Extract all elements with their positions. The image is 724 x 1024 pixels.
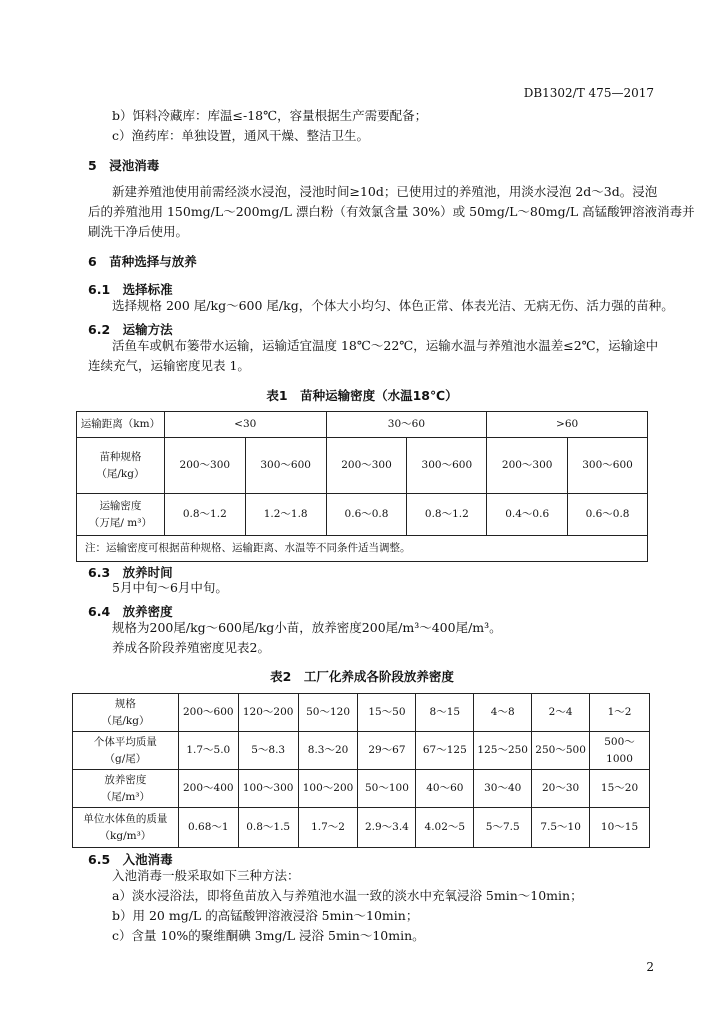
section-5-para-line3: 刷洗干净后使用。 <box>88 224 189 239</box>
table-2-row-biomass <box>73 808 650 848</box>
storage-item-b: b）饵料冷藏库：库温≤-18℃，容量根据生产需要配备； <box>112 108 428 123</box>
section-5-title: 5 浸池消毒 <box>88 158 160 173</box>
table-2-cell: 67～125 <box>416 732 474 770</box>
table-2-cell: 200～400 <box>178 770 238 808</box>
table-2 <box>72 693 650 848</box>
table-2-cell: 40～60 <box>416 770 474 808</box>
table-2-cell: 20～30 <box>532 770 590 808</box>
table-2-cell: 200～600 <box>178 694 238 732</box>
document-code: DB1302/T 475—2017 <box>523 86 654 100</box>
section-6-4-title: 6.4 放养密度 <box>88 604 173 619</box>
table-2-cell: 50～120 <box>298 694 358 732</box>
table-2-cell: 125～250 <box>474 732 532 770</box>
table-2-cell: 5～8.3 <box>238 732 298 770</box>
section-6-2-title: 6.2 运输方法 <box>88 322 173 337</box>
section-6-5-title: 6.5 入池消毒 <box>88 852 173 867</box>
table-2-cell: 120～200 <box>238 694 298 732</box>
table-1-spec-label: 苗种规格 （尾/kg） <box>77 438 165 494</box>
table-2-cell: 30～40 <box>474 770 532 808</box>
table-1-caption: 表1 苗种运输密度（水温18℃） <box>266 388 458 403</box>
table-2-cell: 50～100 <box>358 770 416 808</box>
table-2-cell: 4～8 <box>474 694 532 732</box>
table-2-cell: 4.02～5 <box>416 808 474 848</box>
storage-item-c: c）渔药库：单独设置，通风干燥、整洁卫生。 <box>112 128 370 143</box>
table-2-row-label: 放养密度 （尾/m³） <box>73 770 179 808</box>
table-2-cell: 250～500 <box>532 732 590 770</box>
table-2-cell: 10～15 <box>590 808 650 848</box>
section-6-4-para-line2: 养成各阶段养殖密度见表2。 <box>112 640 270 655</box>
table-2-cell: 0.8～1.5 <box>238 808 298 848</box>
table-1-distance-group: 30～60 <box>326 412 487 438</box>
table-2-row-label: 规格 （尾/kg） <box>73 694 179 732</box>
table-2-cell: 8.3～20 <box>298 732 358 770</box>
table-2-cell: 2.9～3.4 <box>358 808 416 848</box>
table-2-row-label: 单位水体鱼的质量 （kg/m³） <box>73 808 179 848</box>
table-2-cell: 8～15 <box>416 694 474 732</box>
table-1-spec-cell: 300～600 <box>568 438 648 494</box>
table-1-density-cell: 1.2～1.8 <box>245 494 326 536</box>
table-1-density-cell: 0.6～0.8 <box>326 494 407 536</box>
section-6-5-method-a: a）淡水浸浴法，即将鱼苗放入与养殖池水温一致的淡水中充氧浸浴 5min～10min； <box>112 888 583 903</box>
table-1-density-label: 运输密度 （万尾/ m³） <box>77 494 165 536</box>
section-6-5-method-b: b）用 20 mg/L 的高锰酸钾溶液浸浴 5min～10min； <box>112 908 419 923</box>
table-1-density-cell: 0.6～0.8 <box>568 494 648 536</box>
section-6-5-method-c: c）含量 10%的聚维酮碘 3mg/L 浸浴 5min～10min。 <box>112 928 425 943</box>
table-2-row-density <box>73 770 650 808</box>
table-1-note: 注：运输密度可根据苗种规格、运输距离、水温等不同条件适当调整。 <box>77 536 648 562</box>
table-2-cell: 1～2 <box>590 694 650 732</box>
table-2-cell: 100～300 <box>238 770 298 808</box>
table-1-density-cell: 0.8～1.2 <box>164 494 245 536</box>
page-number: 2 <box>646 960 654 974</box>
section-5-para-line2: 后的养殖池用 150mg/L～200mg/L 漂白粉（有效氯含量 30%）或 50mg/L～80mg/L 高锰酸钾溶液消毒并 <box>88 204 695 219</box>
section-6-1-title: 6.1 选择标准 <box>88 282 173 297</box>
section-5-para-line1: 新建养殖池使用前需经淡水浸泡，浸池时间≥10d；已使用过的养殖池，用淡水浸泡 2d～3d。浸泡 <box>112 184 658 199</box>
table-1-spec-cell: 200～300 <box>326 438 407 494</box>
table-1-spec-cell: 300～600 <box>407 438 487 494</box>
table-2-row-label: 个体平均质量 （g/尾） <box>73 732 179 770</box>
table-1-density-cell: 0.8～1.2 <box>407 494 487 536</box>
section-6-1-text: 选择规格 200 尾/kg～600 尾/kg，个体大小均匀、体色正常、体表光洁、无病无伤、活力强的苗种。 <box>112 298 674 313</box>
section-6-5-intro: 入池消毒一般采取如下三种方法： <box>112 868 300 883</box>
table-2-caption: 表2 工厂化养成各阶段放养密度 <box>270 669 454 684</box>
table-1-spec-cell: 200～300 <box>164 438 245 494</box>
table-2-cell: 2～4 <box>532 694 590 732</box>
table-2-cell: 5～7.5 <box>474 808 532 848</box>
table-2-cell: 29～67 <box>358 732 416 770</box>
table-2-row-spec <box>73 694 650 732</box>
section-6-2-para-line1: 活鱼车或帆布篓带水运输，运输适宜温度 18℃～22℃，运输水温与养殖池水温差≤2℃，运输途中 <box>112 338 659 353</box>
table-2-cell: 1.7～2 <box>298 808 358 848</box>
table-1-distance-group: <30 <box>164 412 326 438</box>
table-1-distance-group: >60 <box>487 412 648 438</box>
table-2-cell: 7.5～10 <box>532 808 590 848</box>
table-1 <box>76 411 648 562</box>
table-1-distance-label: 运输距离（km） <box>77 412 165 438</box>
table-2-cell: 1.7～5.0 <box>178 732 238 770</box>
table-2-row-mass <box>73 732 650 770</box>
table-2-cell: 15～20 <box>590 770 650 808</box>
table-1-spec-cell: 300～600 <box>245 438 326 494</box>
section-6-3-title: 6.3 放养时间 <box>88 565 173 580</box>
section-6-4-para-line1: 规格为200尾/kg～600尾/kg小苗，放养密度200尾/m³～400尾/m³。 <box>112 620 502 635</box>
section-6-title: 6 苗种选择与放养 <box>88 254 197 269</box>
table-1-spec-cell: 200～300 <box>487 438 568 494</box>
table-2-cell: 100～200 <box>298 770 358 808</box>
section-6-3-text: 5月中旬～6月中旬。 <box>112 580 228 595</box>
table-1-density-cell: 0.4～0.6 <box>487 494 568 536</box>
table-2-cell: 15～50 <box>358 694 416 732</box>
table-2-cell: 0.68～1 <box>178 808 238 848</box>
section-6-2-para-line2: 连续充气，运输密度见表 1。 <box>88 358 250 373</box>
table-2-cell: 500～ 1000 <box>590 732 650 770</box>
